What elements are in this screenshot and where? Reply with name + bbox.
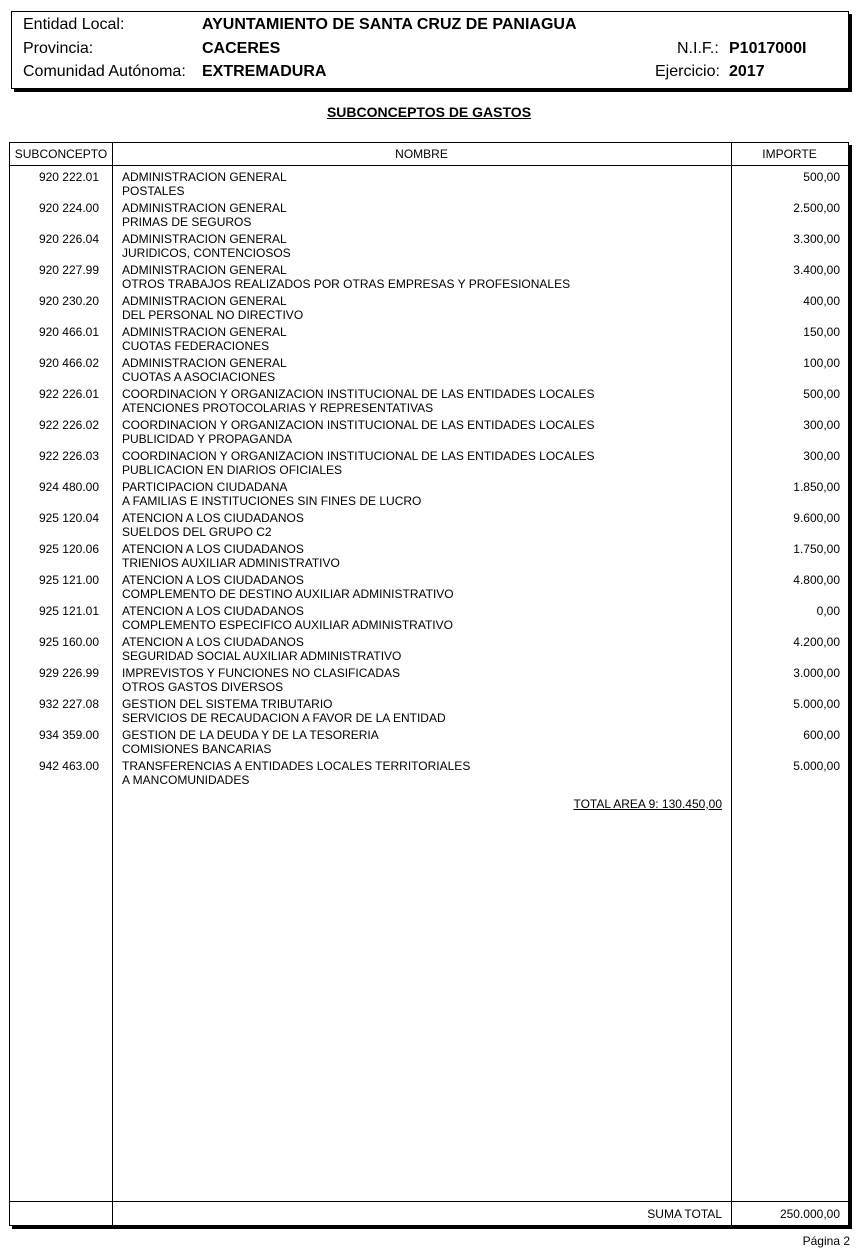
row-code: 925 160.00 xyxy=(38,635,99,649)
row-amount: 500,00 xyxy=(803,387,840,401)
row-code: 929 226.99 xyxy=(38,666,99,680)
row-name-line1: ATENCION A LOS CIUDADANOS xyxy=(122,542,304,556)
row-amount: 4.200,00 xyxy=(793,635,840,649)
row-amount: 1.750,00 xyxy=(793,542,840,556)
row-name-line1: ADMINISTRACION GENERAL xyxy=(122,356,287,370)
row-amount: 3.400,00 xyxy=(793,263,840,277)
row-code: 920 466.01 xyxy=(38,325,99,339)
row-amount: 2.500,00 xyxy=(793,201,840,215)
nif-label: N.I.F.: xyxy=(677,40,719,57)
row-code: 920 227.99 xyxy=(38,263,99,277)
row-code: 920 222.01 xyxy=(38,170,99,184)
row-name-line1: GESTION DE LA DEUDA Y DE LA TESORERIA xyxy=(122,728,379,742)
table-row xyxy=(10,168,848,199)
table-row xyxy=(10,509,848,540)
table-row xyxy=(10,323,848,354)
row-amount: 600,00 xyxy=(803,728,840,742)
row-name-line1: ADMINISTRACION GENERAL xyxy=(122,170,287,184)
row-name-line1: ATENCION A LOS CIUDADANOS xyxy=(122,573,304,587)
row-name-line1: GESTION DEL SISTEMA TRIBUTARIO xyxy=(122,697,333,711)
row-name-line1: IMPREVISTOS Y FUNCIONES NO CLASIFICADAS xyxy=(122,666,401,680)
row-code: 920 226.04 xyxy=(38,232,99,246)
footer-divider xyxy=(10,1201,848,1202)
row-name-line2: SERVICIOS DE RECAUDACION A FAVOR DE LA ENTIDAD xyxy=(122,711,446,725)
row-name-line2: COMPLEMENTO ESPECIFICO AUXILIAR ADMINISTRATIVO xyxy=(122,618,453,632)
sum-total-value: 250.000,00 xyxy=(779,1207,840,1221)
column-header-nombre: NOMBRE xyxy=(395,147,448,161)
row-code: 932 227.08 xyxy=(38,697,99,711)
row-name-line2: ATENCIONES PROTOCOLARIAS Y REPRESENTATIVAS xyxy=(122,401,434,415)
row-name-line2: COMPLEMENTO DE DESTINO AUXILIAR ADMINISTRATIVO xyxy=(122,587,454,601)
row-code: 920 466.02 xyxy=(38,356,99,370)
table-row xyxy=(10,416,848,447)
table-row xyxy=(10,540,848,571)
row-name-line1: PARTICIPACION CIUDADANA xyxy=(122,480,288,494)
row-name-line1: ATENCION A LOS CIUDADANOS xyxy=(122,511,304,525)
area-total: TOTAL AREA 9: 130.450,00 xyxy=(573,797,722,811)
table-row xyxy=(10,199,848,230)
provincia-value: CACERES xyxy=(202,40,281,57)
row-code: 925 121.00 xyxy=(38,573,99,587)
row-amount: 300,00 xyxy=(803,418,840,432)
row-name-line1: ADMINISTRACION GENERAL xyxy=(122,201,287,215)
row-amount: 300,00 xyxy=(803,449,840,463)
row-name-line1: COORDINACION Y ORGANIZACION INSTITUCIONAL DE LAS ENTIDADES LOCALES xyxy=(122,387,595,401)
table-row xyxy=(10,664,848,695)
row-amount: 5.000,00 xyxy=(793,697,840,711)
row-code: 925 120.04 xyxy=(38,511,99,525)
table-row xyxy=(10,354,848,385)
header-divider xyxy=(10,165,848,166)
row-code: 922 226.01 xyxy=(38,387,99,401)
row-code: 934 359.00 xyxy=(38,728,99,742)
table-row xyxy=(10,478,848,509)
row-amount: 4.800,00 xyxy=(793,573,840,587)
comunidad-value: EXTREMADURA xyxy=(202,63,327,80)
row-amount: 3.300,00 xyxy=(793,232,840,246)
row-amount: 1.850,00 xyxy=(793,480,840,494)
row-name-line2: COMISIONES BANCARIAS xyxy=(122,742,272,756)
row-name-line1: ADMINISTRACION GENERAL xyxy=(122,232,287,246)
row-name-line2: PUBLICIDAD Y PROPAGANDA xyxy=(122,432,293,446)
table-row xyxy=(10,602,848,633)
row-name-line2: POSTALES xyxy=(122,184,185,198)
table-row xyxy=(10,571,848,602)
row-name-line2: TRIENIOS AUXILIAR ADMINISTRATIVO xyxy=(122,556,340,570)
table-row xyxy=(10,633,848,664)
row-name-line1: ADMINISTRACION GENERAL xyxy=(122,325,287,339)
row-name-line2: OTROS TRABAJOS REALIZADOS POR OTRAS EMPRESAS Y PROFESIONALES xyxy=(122,277,571,291)
row-code: 920 224.00 xyxy=(38,201,99,215)
table-row xyxy=(10,230,848,261)
row-name-line2: SEGURIDAD SOCIAL AUXILIAR ADMINISTRATIVO xyxy=(122,649,402,663)
row-amount: 150,00 xyxy=(803,325,840,339)
row-code: 925 120.06 xyxy=(38,542,99,556)
table-row xyxy=(10,695,848,726)
row-name-line2: PRIMAS DE SEGUROS xyxy=(122,215,252,229)
row-name-line2: PUBLICACION EN DIARIOS OFICIALES xyxy=(122,463,343,477)
row-name-line1: ATENCION A LOS CIUDADANOS xyxy=(122,635,304,649)
row-amount: 400,00 xyxy=(803,294,840,308)
row-name-line1: COORDINACION Y ORGANIZACION INSTITUCIONAL DE LAS ENTIDADES LOCALES xyxy=(122,449,595,463)
row-amount: 100,00 xyxy=(803,356,840,370)
entidad-value: AYUNTAMIENTO DE SANTA CRUZ DE PANIAGUA xyxy=(202,16,577,33)
header-box xyxy=(11,11,849,89)
row-code: 920 230.20 xyxy=(38,294,99,308)
row-name-line1: ATENCION A LOS CIUDADANOS xyxy=(122,604,304,618)
row-amount: 0,00 xyxy=(816,604,840,618)
row-name-line2: OTROS GASTOS DIVERSOS xyxy=(122,680,284,694)
sum-total-label: SUMA TOTAL xyxy=(647,1207,722,1221)
entidad-label: Entidad Local: xyxy=(23,16,125,33)
row-name-line2: A MANCOMUNIDADES xyxy=(122,773,250,787)
ejercicio-label: Ejercicio: xyxy=(655,63,720,80)
row-code: 924 480.00 xyxy=(38,480,99,494)
row-code: 922 226.03 xyxy=(38,449,99,463)
nif-value: P1017000I xyxy=(729,40,807,57)
row-amount: 9.600,00 xyxy=(793,511,840,525)
row-name-line2: CUOTAS A ASOCIACIONES xyxy=(122,370,276,384)
table-row xyxy=(10,292,848,323)
row-name-line2: A FAMILIAS E INSTITUCIONES SIN FINES DE LUCRO xyxy=(122,494,422,508)
table-row xyxy=(10,726,848,757)
row-code: 942 463.00 xyxy=(38,759,99,773)
row-name-line1: TRANSFERENCIAS A ENTIDADES LOCALES TERRITORIALES xyxy=(122,759,471,773)
row-name-line2: JURIDICOS, CONTENCIOSOS xyxy=(122,246,291,260)
page-number: Página 2 xyxy=(802,1234,850,1248)
row-amount: 500,00 xyxy=(803,170,840,184)
row-code: 922 226.02 xyxy=(38,418,99,432)
row-name-line2: DEL PERSONAL NO DIRECTIVO xyxy=(122,308,304,322)
row-amount: 3.000,00 xyxy=(793,666,840,680)
table-row xyxy=(10,757,848,788)
provincia-label: Provincia: xyxy=(23,40,94,57)
table-row xyxy=(10,385,848,416)
ejercicio-value: 2017 xyxy=(729,63,765,80)
row-amount: 5.000,00 xyxy=(793,759,840,773)
row-name-line1: ADMINISTRACION GENERAL xyxy=(122,294,287,308)
column-header-importe: IMPORTE xyxy=(762,147,817,161)
row-name-line1: ADMINISTRACION GENERAL xyxy=(122,263,287,277)
column-header-subconcepto: SUBCONCEPTO xyxy=(14,147,108,161)
row-name-line2: CUOTAS FEDERACIONES xyxy=(122,339,270,353)
table-row xyxy=(10,447,848,478)
comunidad-label: Comunidad Autónoma: xyxy=(23,63,186,80)
row-name-line1: COORDINACION Y ORGANIZACION INSTITUCIONAL DE LAS ENTIDADES LOCALES xyxy=(122,418,595,432)
row-code: 925 121.01 xyxy=(38,604,99,618)
page-title: SUBCONCEPTOS DE GASTOS xyxy=(326,104,532,120)
subconceptos-table xyxy=(9,142,849,1226)
table-row xyxy=(10,261,848,292)
row-name-line2: SUELDOS DEL GRUPO C2 xyxy=(122,525,272,539)
